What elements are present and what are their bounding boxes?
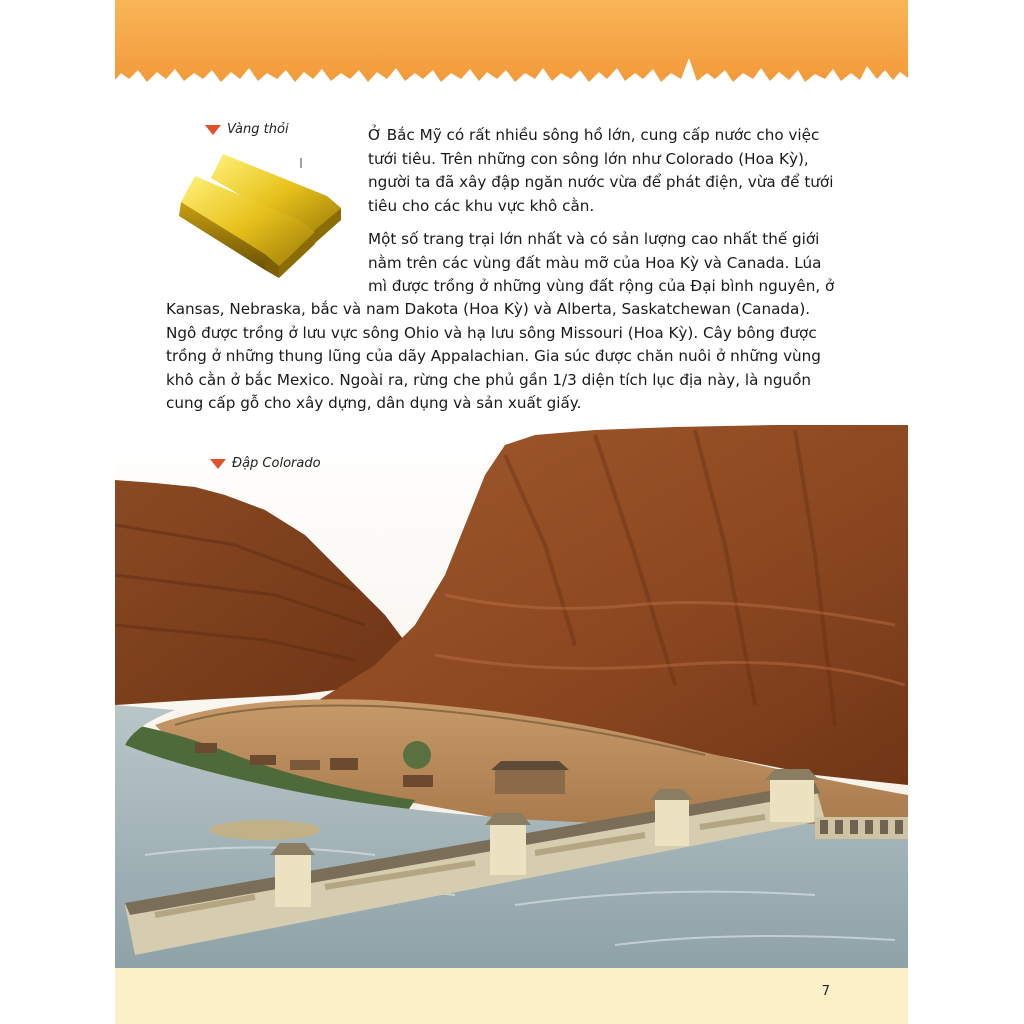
dam-caption-text: Đập Colorado (232, 456, 321, 471)
paragraph-farms-start: Một số trang trại lớn nhất và có sản lượng cao nhất thế giới nằm trên các vùng đất màu mỡ của Hoa Kỳ và Canada. Lúa mì được trồng ở những vùng đất rộng của Đại bình nguyên, ở (368, 230, 835, 295)
dam-caption (210, 456, 321, 471)
triangle-marker-icon (210, 459, 226, 469)
gold-bars-illustration (175, 148, 347, 278)
gold-caption (205, 122, 289, 137)
paragraph-farms-rest: Kansas, Nebraska, bắc và nam Dakota (Hoa Kỳ) và Alberta, Saskatchewan (Canada). Ngô được trồng ở lưu vực sông Ohio và hạ lưu sông Missouri (Hoa Kỳ). Cây bông được trồng ở những thung lũng của dãy Appalachian. Gia súc được chăn nuôi ở những vùng khô cằn ở bắc Mexico. Ngoài ra, rừng che phủ gần 1/3 diện tích lục địa này, là nguồn cung cấp gỗ cho xây dựng, dân dụng và sản xuất giấy. (166, 300, 821, 412)
header-band (115, 0, 908, 95)
paragraph-rivers: Ở Bắc Mỹ có rất nhiều sông hồ lớn, cung cấp nước cho việc tưới tiêu. Trên những con sông lớn như Colorado (Hoa Kỳ), người ta đã xây đập ngăn nước vừa để phát điện, vừa để tưới tiêu cho các khu vực khô cằn. (368, 126, 834, 215)
triangle-marker-icon (205, 125, 221, 135)
page-footer (115, 968, 908, 1024)
colorado-dam-illustration (115, 425, 908, 968)
page-number: 7 (821, 984, 830, 999)
gold-caption-text: Vàng thỏi (227, 122, 289, 137)
book-page (115, 0, 908, 1024)
